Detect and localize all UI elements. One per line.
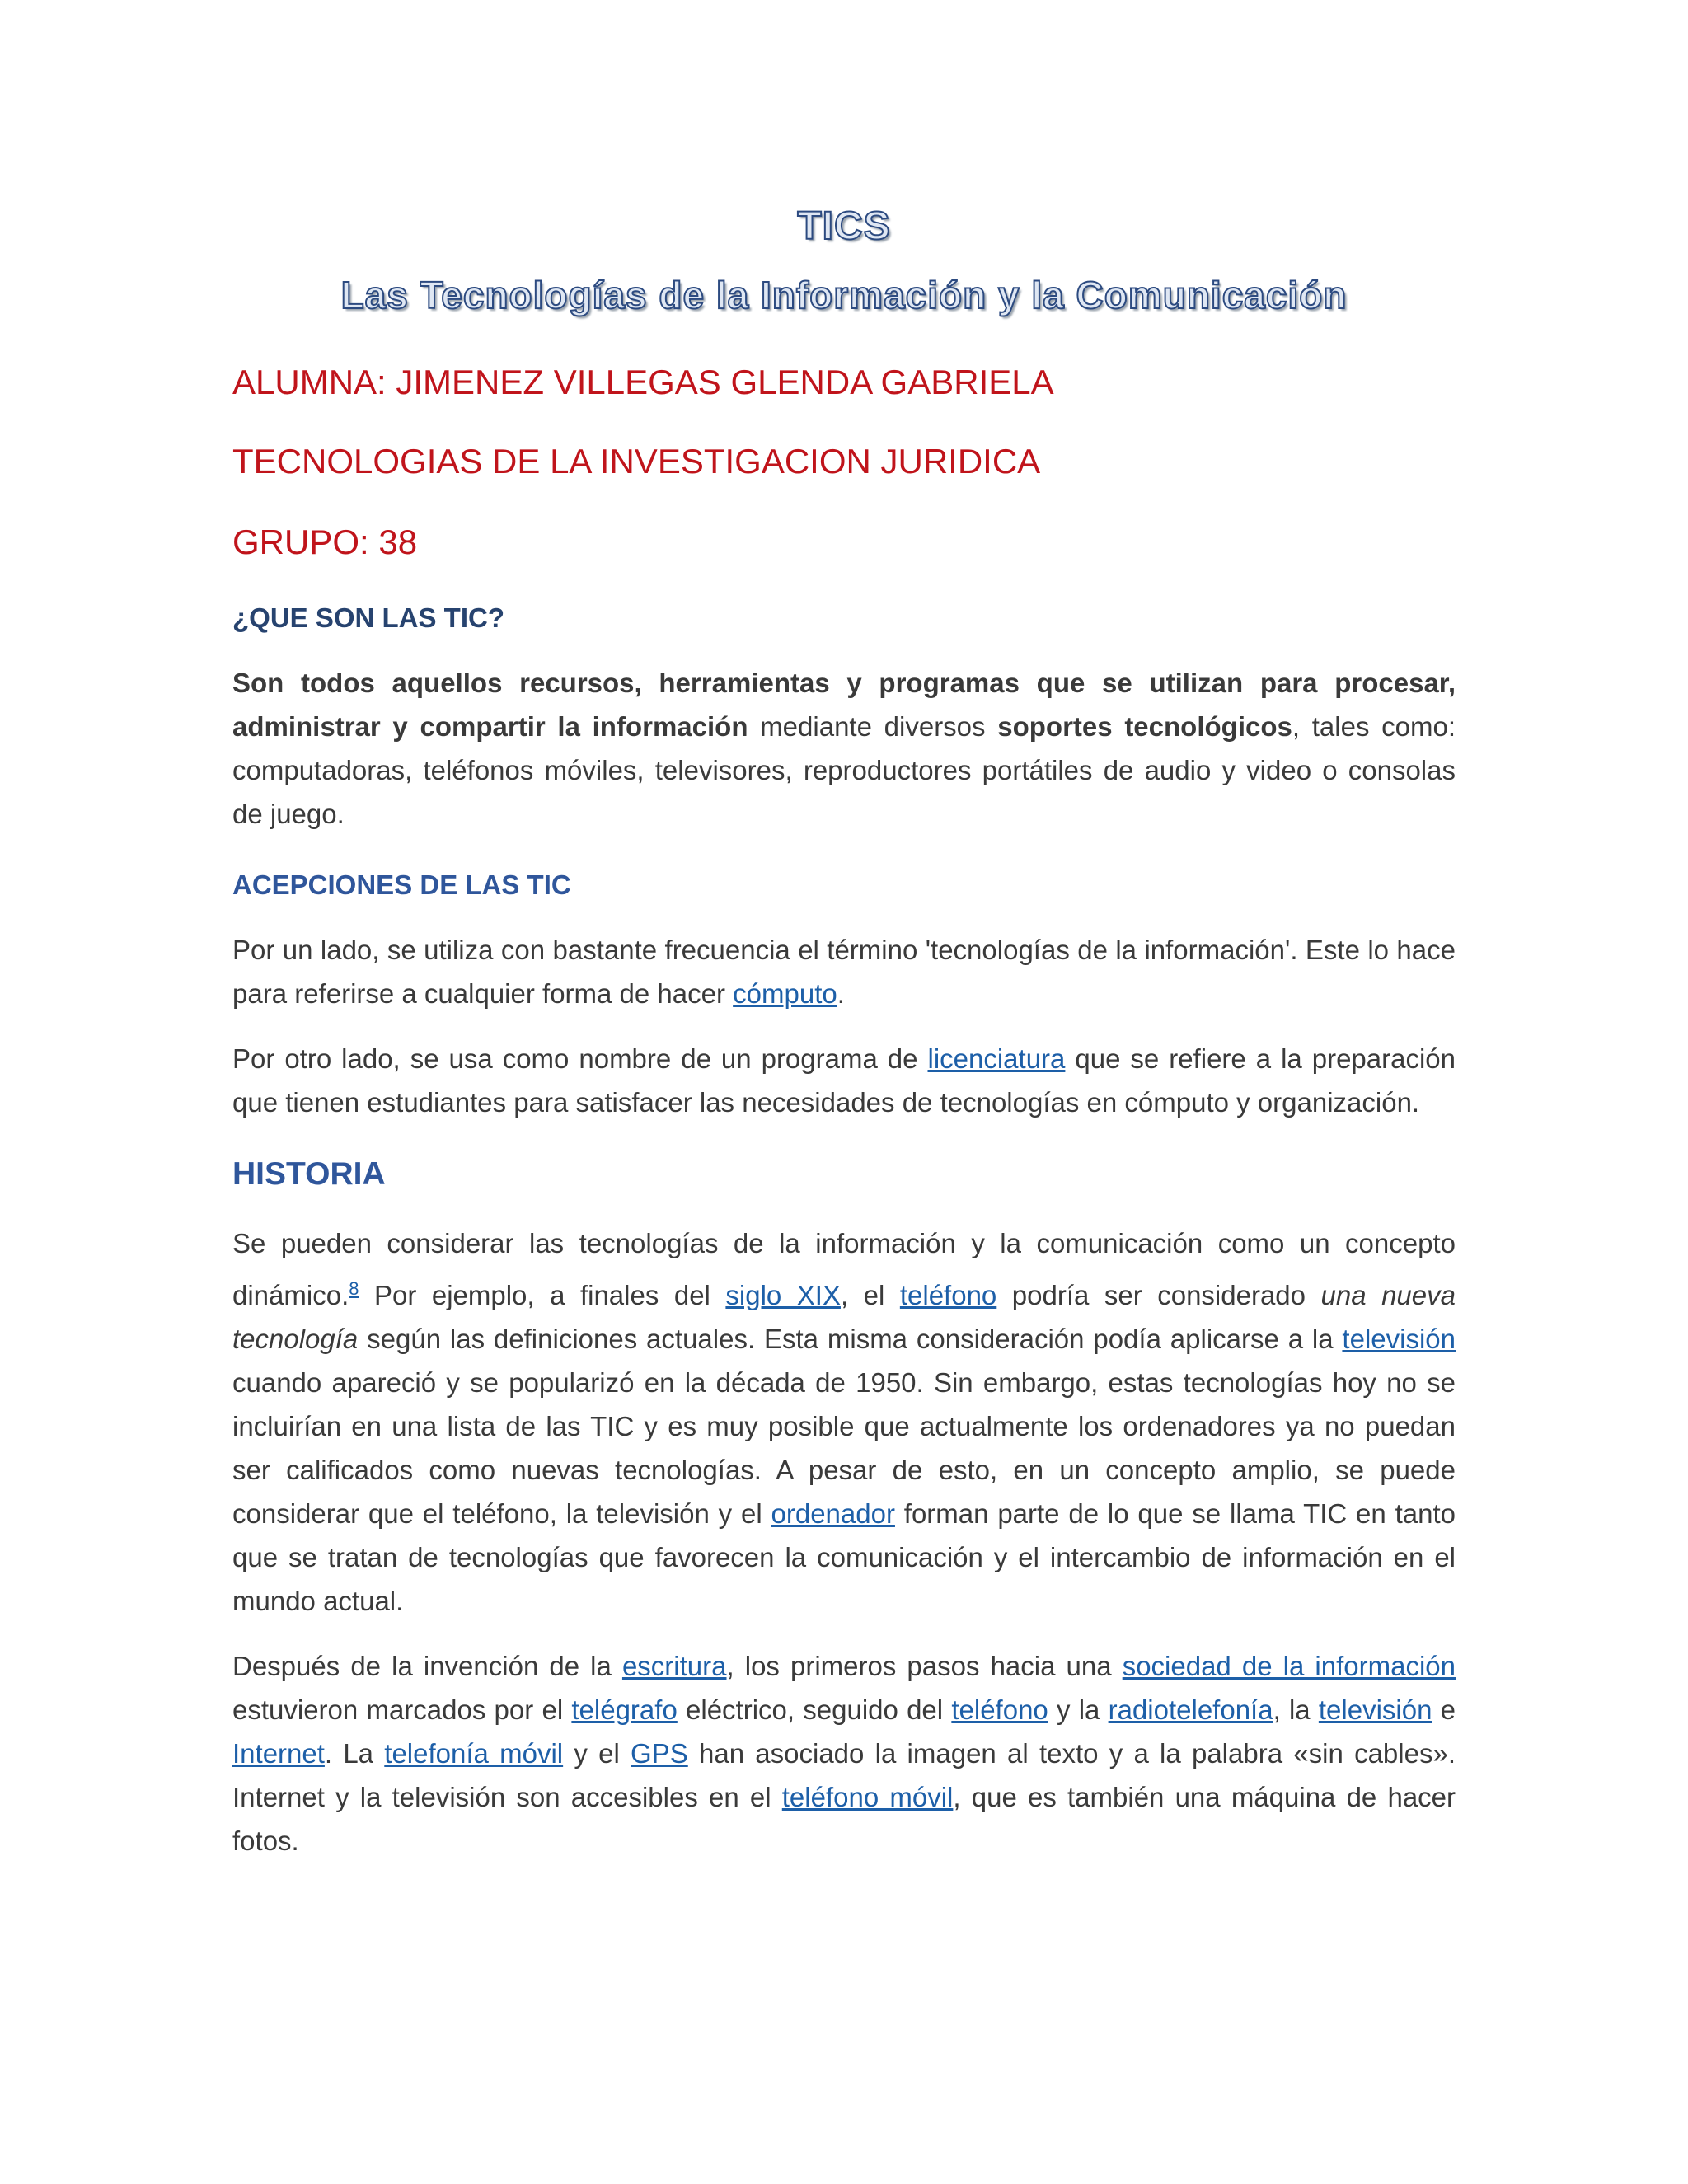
bold-text: Son todos aquellos recursos, herramientas y programas que se utilizan para procesar, administrar y compartir la información <box>232 668 1456 742</box>
link-computo[interactable]: cómputo <box>733 978 837 1009</box>
link-television[interactable]: televisión <box>1318 1694 1432 1725</box>
document-title: TICS <box>797 204 891 248</box>
paragraph-acepciones-2 <box>232 1037 1456 1124</box>
link-telefono[interactable]: teléfono <box>899 1280 997 1310</box>
text: que se refiere a la preparación que tienen estudiantes para satisfacer las necesidades de tecnologías en cómputo y organización. <box>232 1043 1456 1118</box>
student-name: ALUMNA: JIMENEZ VILLEGAS GLENDA GABRIELA <box>232 363 1054 401</box>
bold-text: soportes tecnológicos <box>997 711 1292 742</box>
heading-acepciones: ACEPCIONES DE LAS TIC <box>232 869 571 900</box>
text: , el <box>840 1280 900 1310</box>
footnote-ref <box>349 1274 359 1300</box>
paragraph-que-son <box>232 661 1456 836</box>
link-internet[interactable]: Internet <box>232 1738 325 1769</box>
text: Por ejemplo, a finales del <box>359 1280 726 1310</box>
paragraph-historia-2 <box>232 1644 1456 1863</box>
link-television[interactable]: televisión <box>1342 1324 1456 1354</box>
text: Se pueden considerar las tecnologías de la información y la comunicación como un concepto dinámico. <box>232 1228 1456 1310</box>
link-radiotelefonia[interactable]: radiotelefonía <box>1108 1694 1273 1725</box>
text: , la <box>1273 1694 1319 1725</box>
italic-text: una nueva tecnología <box>232 1280 1456 1354</box>
paragraph-historia-1 <box>232 1221 1456 1623</box>
text: Después de la invención de la <box>232 1651 622 1681</box>
link-licenciatura[interactable]: licenciatura <box>927 1043 1066 1074</box>
heading-historia: HISTORIA <box>232 1156 386 1192</box>
link-sociedad-informacion[interactable]: sociedad de la información <box>1122 1651 1456 1681</box>
text: , que es también una máquina de hacer fotos. <box>232 1782 1456 1856</box>
document-subtitle: Las Tecnologías de la Información y la Comunicación <box>340 274 1348 316</box>
text: según las definiciones actuales. Esta misma consideración podía aplicarse a la <box>358 1324 1343 1354</box>
course-name: TECNOLOGIAS DE LA INVESTIGACION JURIDICA <box>232 442 1041 480</box>
paragraph-acepciones-1 <box>232 928 1456 1015</box>
link-siglo-xix[interactable]: siglo XIX <box>725 1280 841 1310</box>
link-telefono[interactable]: teléfono <box>951 1694 1048 1725</box>
footnote-link[interactable]: 8 <box>349 1278 359 1299</box>
text: podría ser considerado <box>996 1280 1321 1310</box>
link-escritura[interactable]: escritura <box>621 1651 727 1681</box>
text: mediante diversos <box>748 711 998 742</box>
link-gps[interactable]: GPS <box>631 1738 688 1769</box>
link-telegrafo[interactable]: telégrafo <box>571 1694 678 1725</box>
text: eléctrico, seguido del <box>677 1694 952 1725</box>
text: . La <box>324 1738 385 1769</box>
text: y la <box>1048 1694 1109 1725</box>
group-number: GRUPO: 38 <box>232 523 418 561</box>
text: y el <box>563 1738 631 1769</box>
text: Por otro lado, se usa como nombre de un programa de <box>232 1043 928 1074</box>
text: estuvieron marcados por el <box>232 1694 572 1725</box>
link-telefono-movil[interactable]: teléfono móvil <box>781 1782 954 1812</box>
text: forman parte de lo que se llama TIC en tanto que se tratan de tecnologías que favorecen la comunicación y el intercambio de información en el mundo actual. <box>232 1498 1456 1616</box>
link-telefonia-movil[interactable]: telefonía móvil <box>384 1738 564 1769</box>
text: , los primeros pasos hacia una <box>726 1651 1123 1681</box>
heading-que-son: ¿QUE SON LAS TIC? <box>232 602 504 633</box>
text: han asociado la imagen al texto y a la palabra «sin cables». Internet y la televisión son accesibles en el <box>232 1738 1456 1812</box>
text: Por un lado, se utiliza con bastante frecuencia el término 'tecnologías de la información'. Este lo hace para referirse a cualquier forma de hacer <box>232 935 1456 1009</box>
title-block <box>232 198 1456 328</box>
text: . <box>837 978 845 1009</box>
text: e <box>1432 1694 1456 1725</box>
link-ordenador[interactable]: ordenador <box>771 1498 895 1529</box>
text: , tales como: computadoras, teléfonos móviles, televisores, reproductores portátiles de audio y video o consolas de juego. <box>232 711 1456 829</box>
text: cuando apareció y se popularizó en la década de 1950. Sin embargo, estas tecnologías hoy no se incluirían en una lista de las TIC y es muy posible que actualmente los ordenadores ya no puedan ser calificados como nuevas tecnologías. A pesar de esto, en un concepto amplio, se puede considerar que el teléfono, la televisión y el <box>232 1367 1456 1529</box>
